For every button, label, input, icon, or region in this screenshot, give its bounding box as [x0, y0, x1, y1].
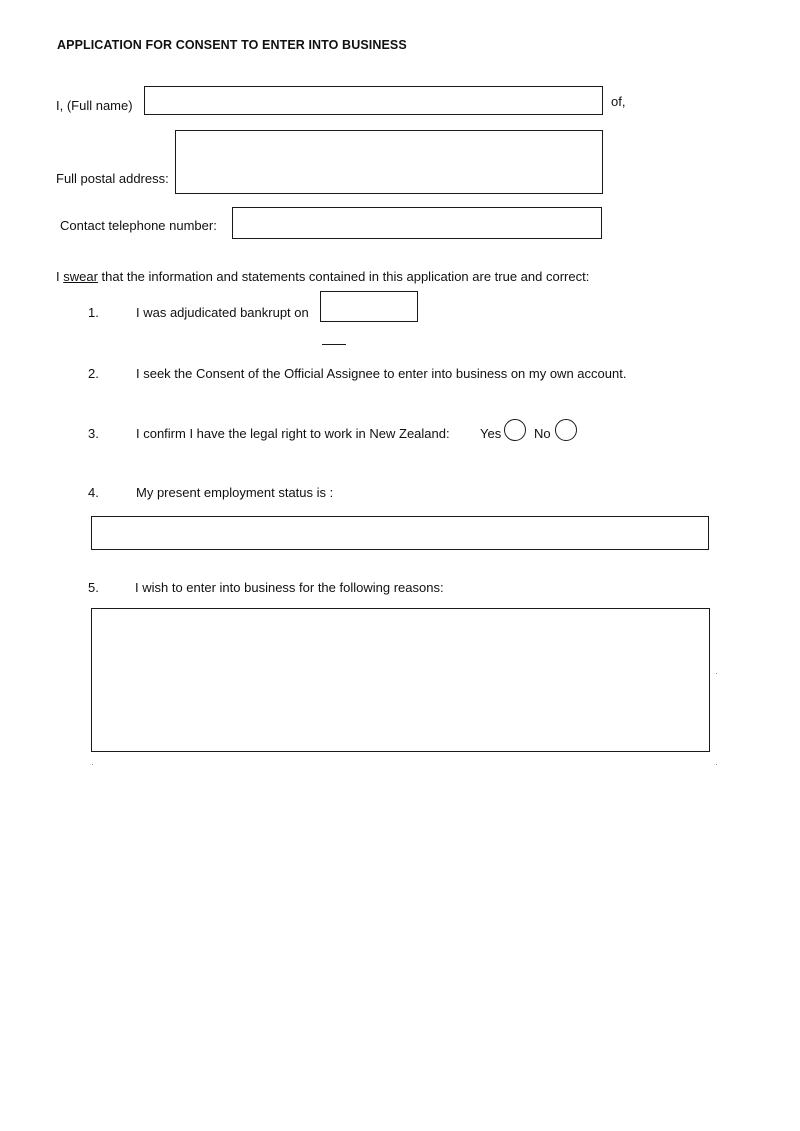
scan-speck — [92, 764, 93, 765]
form-title: APPLICATION FOR CONSENT TO ENTER INTO BUSINESS — [57, 38, 407, 52]
scan-speck — [716, 673, 717, 674]
item-4-number: 4. — [88, 485, 99, 500]
option-yes-label: Yes — [480, 426, 502, 441]
declaration-emphasis: swear — [63, 269, 98, 284]
item-1-number: 1. — [88, 305, 99, 320]
bankrupt-date-input[interactable] — [320, 291, 418, 322]
item-1-text: I was adjudicated bankrupt on — [136, 305, 309, 320]
declaration-prefix: I — [56, 269, 64, 284]
item-2-number: 2. — [88, 366, 99, 381]
telephone-input[interactable] — [232, 207, 602, 239]
business-reasons-input[interactable] — [91, 608, 710, 752]
item-2-text: I seek the Consent of the Official Assignee to enter into business on my own account. — [136, 366, 627, 381]
employment-status-input[interactable] — [91, 516, 709, 550]
postal-address-label: Full postal address: — [56, 171, 169, 186]
option-yes-radio[interactable] — [504, 419, 526, 441]
postal-address-input[interactable] — [175, 130, 603, 194]
item-3-text: I confirm I have the legal right to work in New Zealand: — [136, 426, 450, 441]
declaration-text — [56, 269, 589, 284]
item-4-text: My present employment status is : — [136, 485, 334, 500]
item-5-text: I wish to enter into business for the following reasons: — [135, 580, 444, 595]
full-name-label: I, (Full name) — [56, 98, 133, 113]
full-name-input[interactable] — [144, 86, 603, 115]
telephone-label: Contact telephone number: — [60, 218, 217, 233]
item-5-number: 5. — [88, 580, 99, 595]
scan-speck — [716, 764, 717, 765]
underline-mark — [322, 344, 346, 345]
declaration-suffix: that the information and statements contained in this application are true and correct: — [97, 269, 590, 284]
option-no-label: No — [534, 426, 551, 441]
item-3-number: 3. — [88, 426, 99, 441]
option-no-radio[interactable] — [555, 419, 577, 441]
full-name-suffix: of, — [611, 94, 626, 109]
